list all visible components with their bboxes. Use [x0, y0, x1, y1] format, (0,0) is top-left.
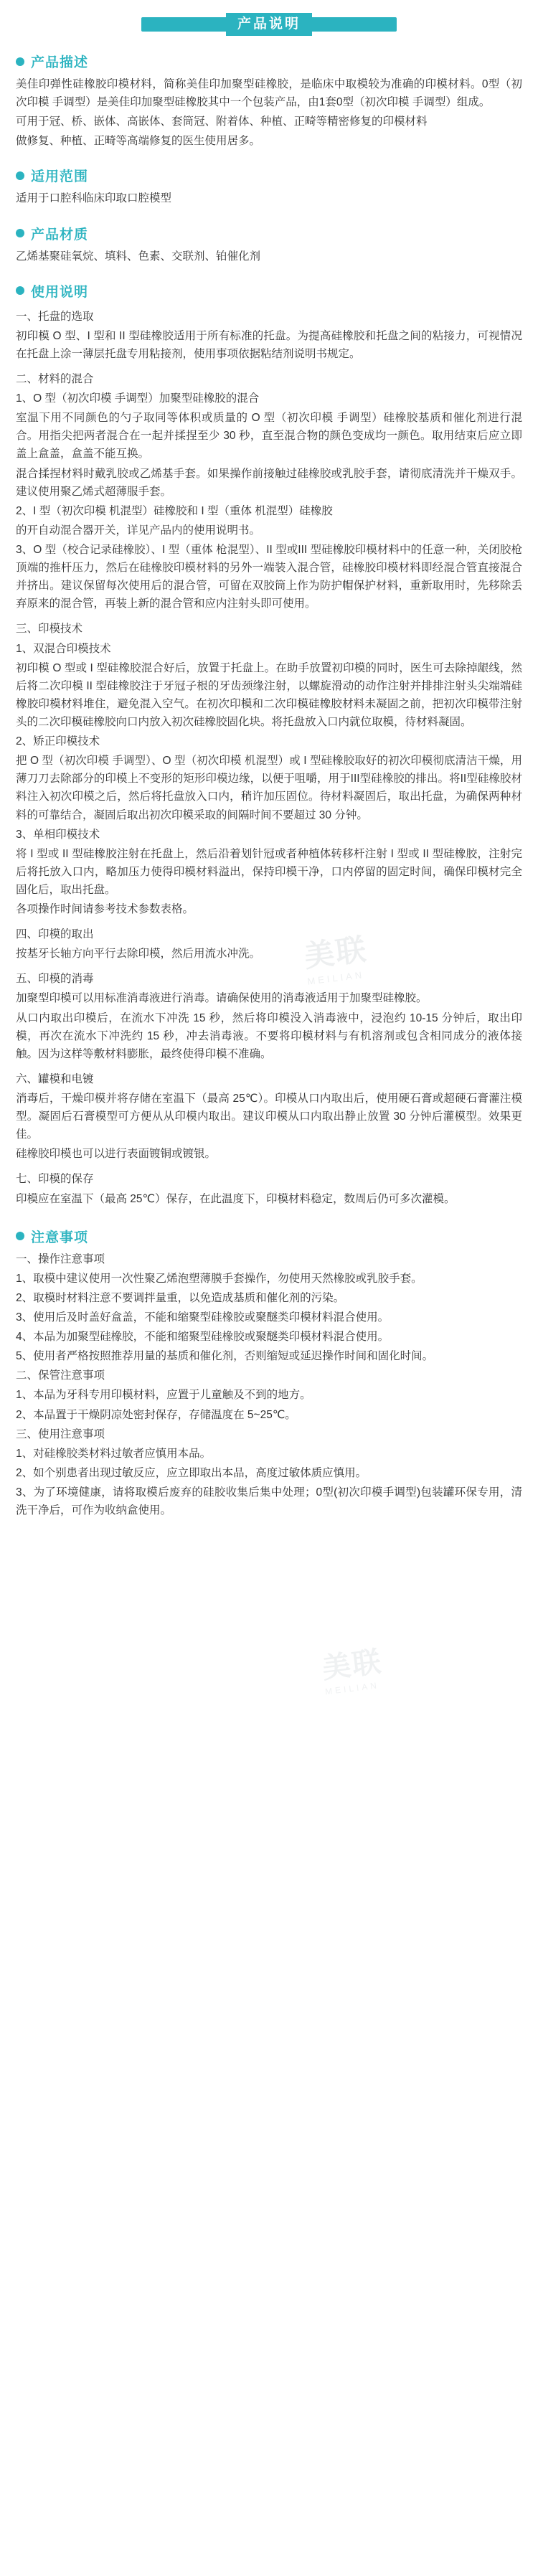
paragraph: 将 I 型或 II 型硅橡胶注射在托盘上，然后沿着划针冠或者种植体转移杆注射 I 型或 II 型硅橡胶，注射完后将托放入口内，略加压力使得印模材料溢出，保持印模干净，口内停留的固定时间，确保印模材完全固化后，取出托盘。 — [16, 847, 522, 896]
paragraph: 4、本品为加聚型硅橡胶，不能和缩聚型硅橡胶或聚醚类印模材料混合使用。 — [16, 1331, 390, 1344]
paragraph: 1、取模中建议使用一次性聚乙烯泡塑薄膜手套操作，勿使用天然橡胶或乳胶手套。 — [16, 1272, 423, 1285]
section-title: 适用范围 — [31, 169, 89, 185]
paragraph: 加聚型印模可以用标准消毒液进行消毒。请确保使用的消毒液适用于加聚型硅橡胶。 — [16, 992, 428, 1005]
usage-block — [16, 308, 522, 363]
usage-block — [16, 541, 522, 613]
paragraph: 2、如个别患者出现过敏反应，应立即取出本品，高度过敏体质应慎用。 — [16, 1466, 367, 1479]
usage-block-title: 七、印模的保存 — [16, 1173, 94, 1186]
paragraph: 2、本品置于干燥阴凉处密封保存，存储温度在 5~25℃。 — [16, 1408, 296, 1421]
paragraph: 印模应在室温下（最高 25℃）保存，在此温度下，印模材料稳定，数周后仍可多次灌模。 — [16, 1192, 456, 1205]
paragraph: 2、取模时材料注意不要调拌量重，以免造成基质和催化剂的污染。 — [16, 1291, 345, 1304]
paragraph: 3、为了环境健康，请将取模后废弃的硅胶收集后集中处理；0型(初次印模手调型)包装罐环保专用，清洗干净后，可作为收纳盒使用。 — [16, 1486, 522, 1517]
banner-bar-left — [141, 17, 226, 32]
usage-block — [16, 390, 522, 501]
section-heading-notice — [16, 1227, 522, 1246]
bullet-dot-icon — [16, 229, 24, 237]
notice-block-title: 三、使用注意事项 — [16, 1428, 105, 1440]
section-title: 使用说明 — [31, 284, 89, 300]
usage-block-title: 一、托盘的选取 — [16, 310, 94, 323]
bullet-dot-icon — [16, 57, 24, 66]
section-body-scope — [16, 189, 522, 207]
paragraph: 适用于口腔科临床印取口腔模型 — [16, 192, 172, 205]
paragraph: 可用于冠、桥、嵌体、高嵌体、套筒冠、附着体、种植、正畸等精密修复的印模材料 — [16, 115, 428, 128]
notice-block-title: 一、操作注意事项 — [16, 1252, 105, 1265]
paragraph: 3、使用后及时盖好盒盖，不能和缩聚型硅橡胶或聚醚类印模材料混合使用。 — [16, 1311, 390, 1324]
paragraph: 1、本品为牙科专用印模材料，应置于儿童触及不到的地方。 — [16, 1389, 311, 1402]
section-heading-product-description — [16, 52, 522, 71]
section-body-notice — [16, 1250, 522, 1520]
paragraph: 各项操作时间请参考技术参数表格。 — [16, 903, 194, 916]
paragraph: 美佳印弹性硅橡胶印模材料，简称美佳印加聚型硅橡胶，是临床中取模较为准确的印模材料。0型（初次印模 手调型）是美佳印加聚型硅橡胶其中一个包装产品，由1套0型（初次印模 手调型）组成。 — [16, 78, 522, 109]
section-heading-usage — [16, 281, 522, 301]
usage-block-title: 1、O 型（初次印模 手调型）加聚型硅橡胶的混合 — [16, 392, 260, 405]
paragraph: 把 O 型（初次印模 手调型）、O 型（初次印模 机混型）或 I 型硅橡胶取好的初次印模彻底清洁干燥，用薄刀刀去除部分的印模上不变形的矩形印模边缘，以便于咀嚼，用于III型硅橡胶的排出。将II型硅橡胶材料注入初次印模之后，然后将托盘放入口内，稍许加压固位。待材料凝固后，取出托盘，为确保两种材料的可靠结合，凝固后取出初次印模采取的间隔时间不要超过 30 分钟。 — [16, 755, 522, 821]
usage-block — [16, 370, 522, 388]
paragraph: 混合揉捏材料时戴乳胶或乙烯基手套。如果操作前接触过硅橡胶或乳胶手套，请彻底清洗并干燥双手。建议使用聚乙烯式超薄服手套。 — [16, 467, 522, 498]
usage-block-title: 2、I 型（初次印模 机混型）硅橡胶和 I 型（重体 机混型）硅橡胶 — [16, 504, 333, 517]
paragraph: 按基牙长轴方向平行去除印模，然后用流水冲洗。 — [16, 948, 261, 961]
section-title: 产品材质 — [31, 227, 89, 242]
section-body-material — [16, 247, 522, 265]
usage-block-title: 2、矫正印模技术 — [16, 735, 100, 748]
section-body-product-description — [16, 75, 522, 150]
usage-block — [16, 732, 522, 918]
section-heading-scope — [16, 166, 522, 185]
notice-block-title: 二、保管注意事项 — [16, 1369, 105, 1382]
usage-block — [16, 620, 522, 638]
usage-block — [16, 640, 522, 732]
watermark-sub-2: MEILIAN — [324, 1680, 380, 1697]
section-title: 注意事项 — [31, 1230, 89, 1245]
usage-block-title: 六、罐模和电镀 — [16, 1072, 94, 1085]
usage-block — [16, 1170, 522, 1207]
usage-block — [16, 970, 522, 1063]
paragraph: 5、使用者严格按照推荐用量的基质和催化剂，否则缩短或延迟操作时间和固化时间。 — [16, 1350, 434, 1363]
bullet-dot-icon — [16, 171, 24, 180]
notice-block — [16, 1367, 522, 1423]
watermark-brand-2: 美联 — [320, 1645, 384, 1685]
usage-block-title: 二、材料的混合 — [16, 372, 94, 385]
paragraph: 3、单相印模技术 — [16, 828, 100, 841]
paragraph: 乙烯基聚硅氧烷、填料、色素、交联剂、铂催化剂 — [16, 250, 261, 263]
notice-block — [16, 1250, 522, 1366]
paragraph: 初印模 O 型或 I 型硅橡胶混合好后，放置于托盘上。在助手放置初印模的同时，医生可去除掉龈线，然后将二次印模 II 型硅橡胶注于牙冠子根的牙齿颈缘注射，以螺旋滑动的动作注射并排排注射头尖端端硅橡胶印模材料堆住，避免混入空气。在初次印模和二次印模硅橡胶材料未凝固之前，把初次印模带注射头的二次印模硅橡胶向口内放入初次硅橡胶固化块。将托盘放入口内就位取模，待材料凝固。 — [16, 661, 522, 728]
banner-bar-right — [312, 17, 397, 32]
watermark-sub: MEILIAN — [306, 969, 365, 987]
paragraph: 初印模 O 型、I 型和 II 型硅橡胶适用于所有标准的托盘。为提高硅橡胶和托盘之间的粘接力，可视情况在托盘上涂一薄层托盘专用粘接剂，使用事项依据粘结剂说明书规定。 — [16, 329, 522, 360]
usage-block — [16, 925, 522, 963]
usage-block-title: 3、O 型（校合记录硅橡胶）、I 型（重体 枪混型）、II 型或III 型硅橡胶印模材料中的任意一种，关闭胶枪顶端的推杆压力，然后在硅橡胶印模材料的另外一端装入混合管，硅橡胶印模材料即经混合管直接混合并挤出。建议保留每次使用后的混合管，可留在双胶筒上作为防护帽保护材料，重新取用时，先移除丢弃原来的混合管，再装上新的混合管和应内注射头即可使用。 — [16, 543, 522, 610]
usage-block-title: 四、印模的取出 — [16, 928, 94, 941]
usage-block — [16, 502, 522, 539]
paragraph: 硅橡胶印模也可以进行表面镀铜或镀银。 — [16, 1148, 217, 1161]
paragraph: 消毒后，干燥印模并将存储在室温下（最高 25℃）。印模从口内取出后，使用硬石膏或超硬石膏灌注模型。凝固后石膏模型可方便从从印模内取出。建议印模从口内取出静止放置 30 分钟后灌模型。效果更佳。 — [16, 1093, 522, 1141]
paragraph: 从口内取出印模后，在流水下冲洗 15 秒，然后将印模没入消毒液中，浸泡约 10-15 分钟后，取出印模，再次在流水下冲洗约 15 秒，冲去消毒液。不要将印模材料与有机溶剂或包含相同成分的液体接触。因为这样等敷材料膨胀，最终使得印模不准确。 — [16, 1011, 522, 1060]
watermark-secondary — [321, 1632, 511, 1760]
section-body-usage — [16, 308, 522, 1208]
banner-title: 产品说明 — [226, 13, 312, 36]
paragraph: 1、对硅橡胶类材料过敏者应慎用本品。 — [16, 1447, 212, 1460]
usage-block-title: 1、双混合印模技术 — [16, 642, 111, 655]
banner — [141, 13, 397, 36]
banner-container — [16, 0, 522, 36]
bullet-dot-icon — [16, 286, 24, 295]
watermark-brand: 美联 — [302, 933, 369, 974]
usage-block-title: 五、印模的消毒 — [16, 973, 94, 986]
section-heading-material — [16, 224, 522, 243]
section-title: 产品描述 — [31, 55, 89, 70]
notice-block — [16, 1425, 522, 1520]
paragraph: 室温下用不同颜色的勺子取同等体积或质量的 O 型（初次印模 手调型）硅橡胶基质和催化剂进行混合。用指尖把两者混合在一起并揉捏至少 30 秒，直至混合物的颜色变成均一颜色。取用结束后应立即盖上盒盖，盒盖不能互换。 — [16, 412, 522, 461]
paragraph: 的开自动混合器开关，详见产品内的使用说明书。 — [16, 524, 261, 537]
usage-block — [16, 1070, 522, 1164]
paragraph: 做修复、种植、正畸等高端修复的医生使用居多。 — [16, 135, 261, 148]
bullet-dot-icon — [16, 1232, 24, 1240]
usage-block-title: 三、印模技术 — [16, 623, 83, 636]
